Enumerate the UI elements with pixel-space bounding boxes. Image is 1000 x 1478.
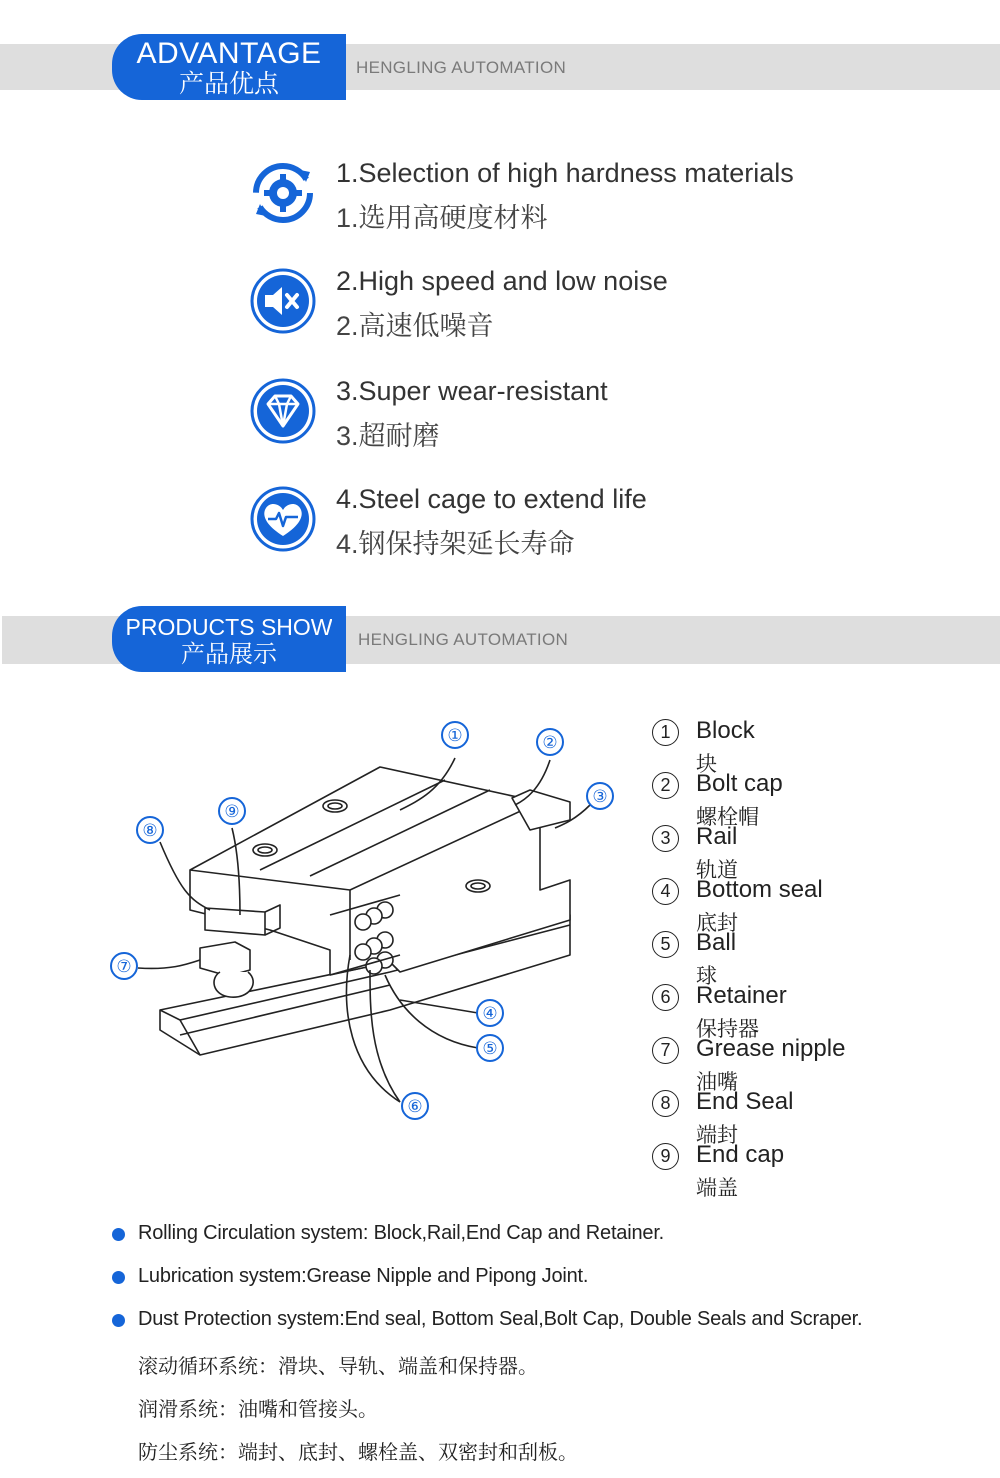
section-tag-products <box>112 606 346 672</box>
system-text-en: Dust Protection system:End seal, Bottom Seal,Bolt Cap, Double Seals and Scraper. <box>138 1308 863 1330</box>
advantage-item <box>248 158 888 242</box>
section-title-en: ADVANTAGE <box>136 37 322 70</box>
legend-label-en: Block <box>696 717 755 744</box>
callout-4: ④ <box>482 1004 498 1023</box>
legend-item <box>652 717 952 776</box>
legend-label-cn: 轨道 <box>696 859 738 882</box>
bullet-dot-icon <box>112 1314 125 1327</box>
advantage-title-cn: 1.选用高硬度材料 <box>336 203 548 233</box>
section-tag-advantage <box>112 34 346 100</box>
callout-2: ② <box>542 733 558 752</box>
legend-label-en: End cap <box>696 1141 785 1168</box>
advantage-item <box>248 484 888 568</box>
legend-item <box>652 823 952 882</box>
heartbeat-icon <box>248 484 318 554</box>
advantage-title-cn: 4.钢保持架延长寿命 <box>336 529 575 559</box>
system-text-cn: 防尘系统：端封、底封、螺栓盖、双密封和刮板。 <box>138 1442 578 1464</box>
legend-number: 3 <box>652 825 679 852</box>
bullet-dot-icon <box>112 1228 125 1241</box>
grease-nipple-shape <box>200 942 250 976</box>
legend-label-cn: 底封 <box>696 912 738 935</box>
legend-item <box>652 876 952 935</box>
end-seal-shape <box>205 908 265 935</box>
advantage-title-en: 3.Super wear-resistant <box>336 376 608 406</box>
callout-1: ① <box>447 726 463 745</box>
mute-speaker-icon <box>248 266 318 336</box>
legend-number: 9 <box>652 1143 679 1170</box>
legend-number: 6 <box>652 984 679 1011</box>
legend-label-en: Retainer <box>696 982 787 1009</box>
callout-7: ⑦ <box>116 957 132 976</box>
advantage-title-en: 1.Selection of high hardness materials <box>336 158 794 188</box>
legend-label-cn: 端盖 <box>696 1177 738 1200</box>
callout-6: ⑥ <box>407 1097 423 1116</box>
system-text-en: Rolling Circulation system: Block,Rail,End Cap and Retainer. <box>138 1222 665 1244</box>
legend-item <box>652 1035 952 1094</box>
legend-label-en: End Seal <box>696 1088 794 1115</box>
legend-label-cn: 油嘴 <box>696 1071 738 1094</box>
linear-guide-diagram <box>100 710 630 1130</box>
legend-number: 7 <box>652 1037 679 1064</box>
callout-8: ⑧ <box>142 821 158 840</box>
legend-number: 2 <box>652 772 679 799</box>
system-text-cn: 滚动循环系统：滑块、导轨、端盖和保持器。 <box>138 1356 538 1378</box>
advantage-title-cn: 3.超耐磨 <box>336 421 440 451</box>
legend-item <box>652 1141 952 1200</box>
section-title-cn: 产品优点 <box>178 70 279 98</box>
legend-number: 1 <box>652 719 679 746</box>
legend-label-en: Rail <box>696 823 738 850</box>
callout-3: ③ <box>592 787 608 806</box>
diamond-icon <box>248 376 318 446</box>
system-text-cn: 润滑系统：油嘴和管接头。 <box>138 1399 378 1421</box>
legend-label-en: Bottom seal <box>696 876 823 903</box>
brand-label: HENGLING AUTOMATION <box>356 58 567 77</box>
legend-label-cn: 保持器 <box>696 1018 759 1041</box>
legend-item <box>652 982 952 1041</box>
section-title-en: PRODUCTS SHOW <box>125 614 333 640</box>
legend-number: 8 <box>652 1090 679 1117</box>
legend-label-cn: 球 <box>696 965 717 988</box>
legend-label-en: Ball <box>696 929 737 956</box>
legend-item <box>652 770 952 829</box>
advantage-item <box>248 266 888 350</box>
system-text-en: Lubrication system:Grease Nipple and Pipong Joint. <box>138 1265 589 1287</box>
legend-item <box>652 929 952 988</box>
advantage-title-en: 2.High speed and low noise <box>336 266 668 296</box>
callout-5: ⑤ <box>482 1039 498 1058</box>
legend-label-en: Bolt cap <box>696 770 783 797</box>
advantage-title-en: 4.Steel cage to extend life <box>336 484 647 514</box>
legend-label-cn: 块 <box>696 753 717 776</box>
bullet-dot-icon <box>112 1271 125 1284</box>
legend-label-en: Grease nipple <box>696 1035 846 1062</box>
callout-9: ⑨ <box>224 802 240 821</box>
legend-label-cn: 螺栓帽 <box>696 806 759 829</box>
legend-number: 5 <box>652 931 679 958</box>
advantage-item <box>248 376 888 460</box>
section-title-cn: 产品展示 <box>181 641 277 668</box>
gear-refresh-icon <box>248 158 318 228</box>
advantage-title-cn: 2.高速低噪音 <box>336 311 494 341</box>
brand-label: HENGLING AUTOMATION <box>358 630 569 649</box>
legend-number: 4 <box>652 878 679 905</box>
legend-label-cn: 端封 <box>696 1124 738 1147</box>
legend-item <box>652 1088 952 1147</box>
